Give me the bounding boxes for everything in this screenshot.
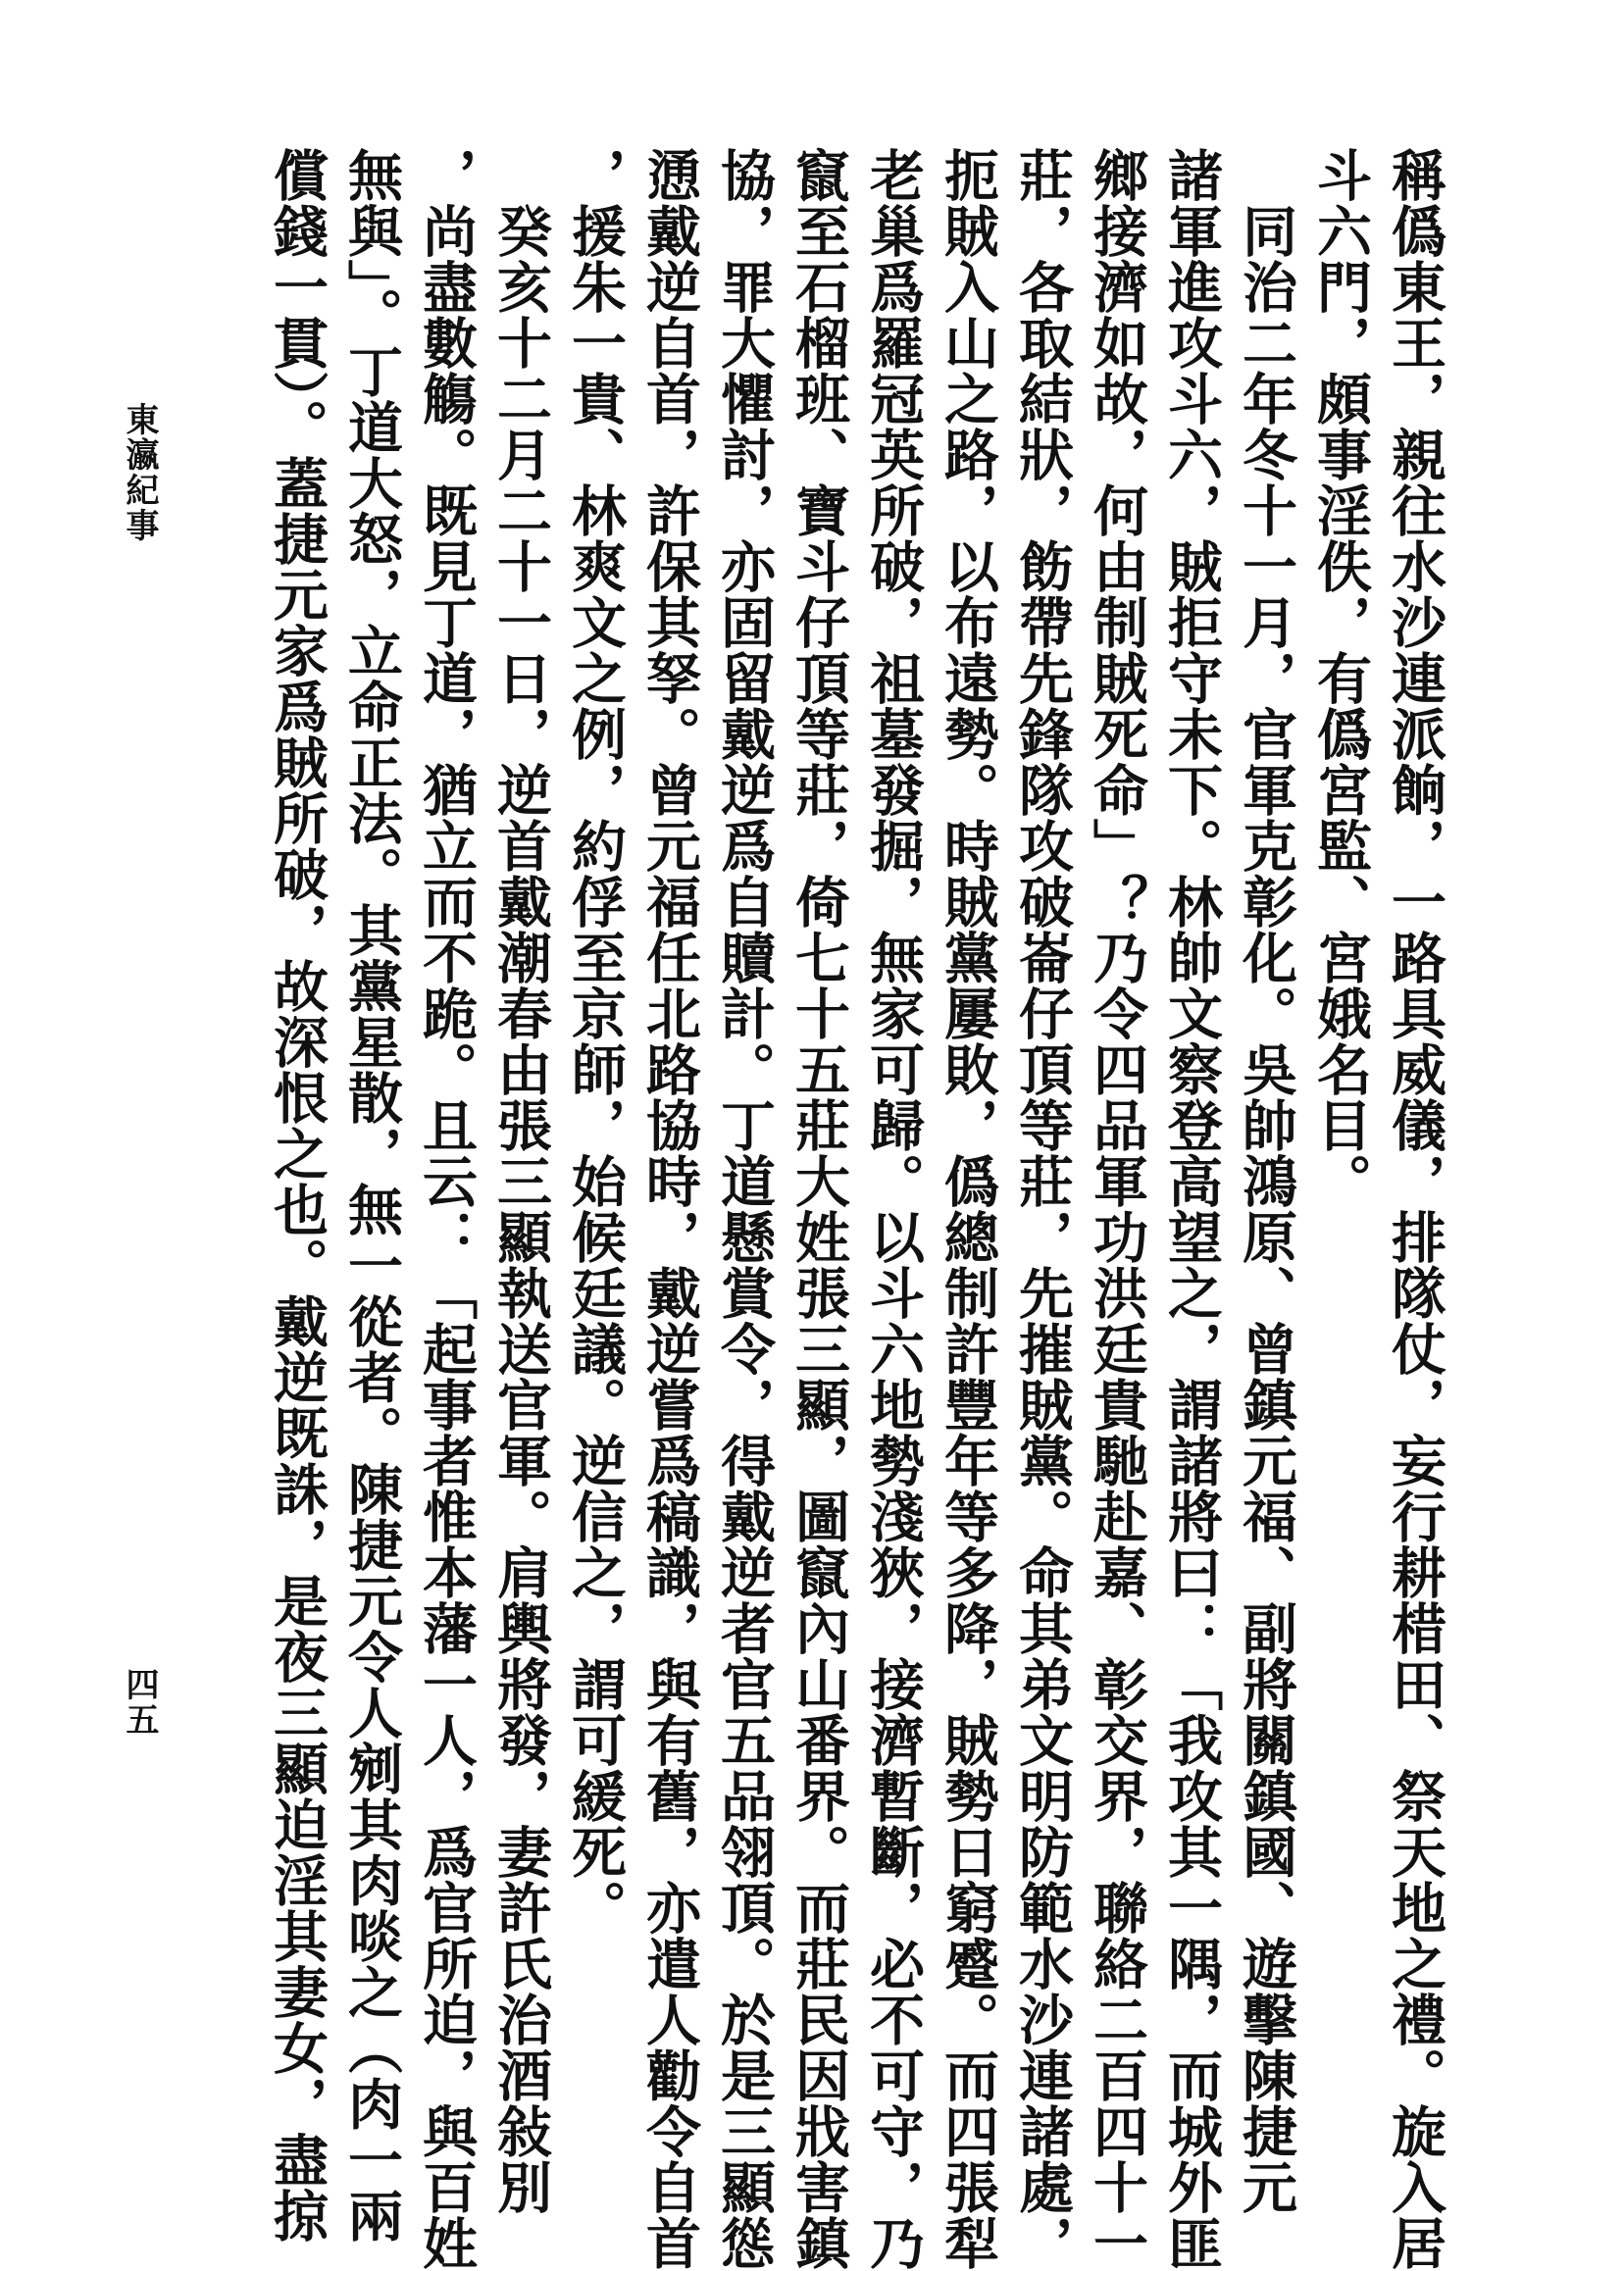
text-column: ，尚盡數觴。既見丁道，猶立而不跪。且云：「起事者惟本藩一人，爲官所迫，與百姓 (414, 147, 479, 2271)
text-column: 協，罪大懼討，亦固留戴逆爲自贖計。丁道懸賞令，得戴逆者官五品翎頂。於是三顯慫 (712, 147, 777, 2271)
text-column: 慂戴逆自首，許保其孥。曾元福任北路協時，戴逆嘗爲稿識，與有舊，亦遣人勸令自首 (637, 147, 702, 2271)
text-column: 斗六門，頗事淫佚，有僞宮監、宮娥名目。 (1308, 147, 1373, 1209)
text-column: 諸軍進攻斗六，賊拒守未下。林帥文察登高望之，謂諸將曰：「我攻其一隅，而城外匪 (1159, 147, 1224, 2271)
text-column: 癸亥十二月二十一日，逆首戴潮春由張三顯執送官軍。肩輿將發，妻許氏治酒敍別 (488, 147, 553, 2215)
body-text (260, 147, 1452, 2271)
text-column: 無與」。丁道大怒，立命正法。其黨星散，無一從者。陳捷元令人剜其肉啖之（肉一兩 (339, 147, 404, 2244)
text-column: 竄至石榴班、寶斗仔頂等莊，倚七十五莊大姓張三顯，圖竄內山番界。而莊民因戕害鎮 (787, 147, 851, 2271)
text-column: 老巢爲羅冠英所破，祖墓發掘，無家可歸。以斗六地勢淺狹，接濟暫斷，必不可守，乃 (861, 147, 926, 2271)
text-column: 同治二年冬十一月，官軍克彰化。吳帥鴻原、曾鎮元福、副將關鎮國、遊擊陳捷元 (1234, 147, 1298, 2215)
text-column: 扼賊入山之路，以布遠勢。時賊黨屢敗，僞總制許豐年等多降，賊勢日窮蹙。而四張犁 (936, 147, 1000, 2271)
running-head-title: 東瀛紀事 (120, 402, 159, 543)
text-column: 鄉接濟如故，何由制賊死命」？乃令四品軍功洪廷貴馳赴嘉、彰交界，聯絡二百四十一 (1085, 147, 1149, 2271)
text-column: 償錢一貫）。蓋捷元家爲賊所破，故深恨之也。戴逆既誅，是夜三顯迫淫其妻女，盡掠 (265, 147, 330, 2244)
text-column: ，援朱一貴、林爽文之例，約俘至京師，始候廷議。逆信之，謂可緩死。 (563, 147, 628, 1936)
text-column: 稱僞東王，親往水沙連派餉，一路具威儀，排隊仗，妄行耕棤田、祭天地之禮。旋入居 (1383, 147, 1447, 2271)
text-column: 莊，各取結狀，飭帶先鋒隊攻破崙仔頂等莊，先摧賊黨。命其弟文明防範水沙連諸處， (1010, 147, 1075, 2271)
page-number: 四五 (120, 1667, 159, 1738)
